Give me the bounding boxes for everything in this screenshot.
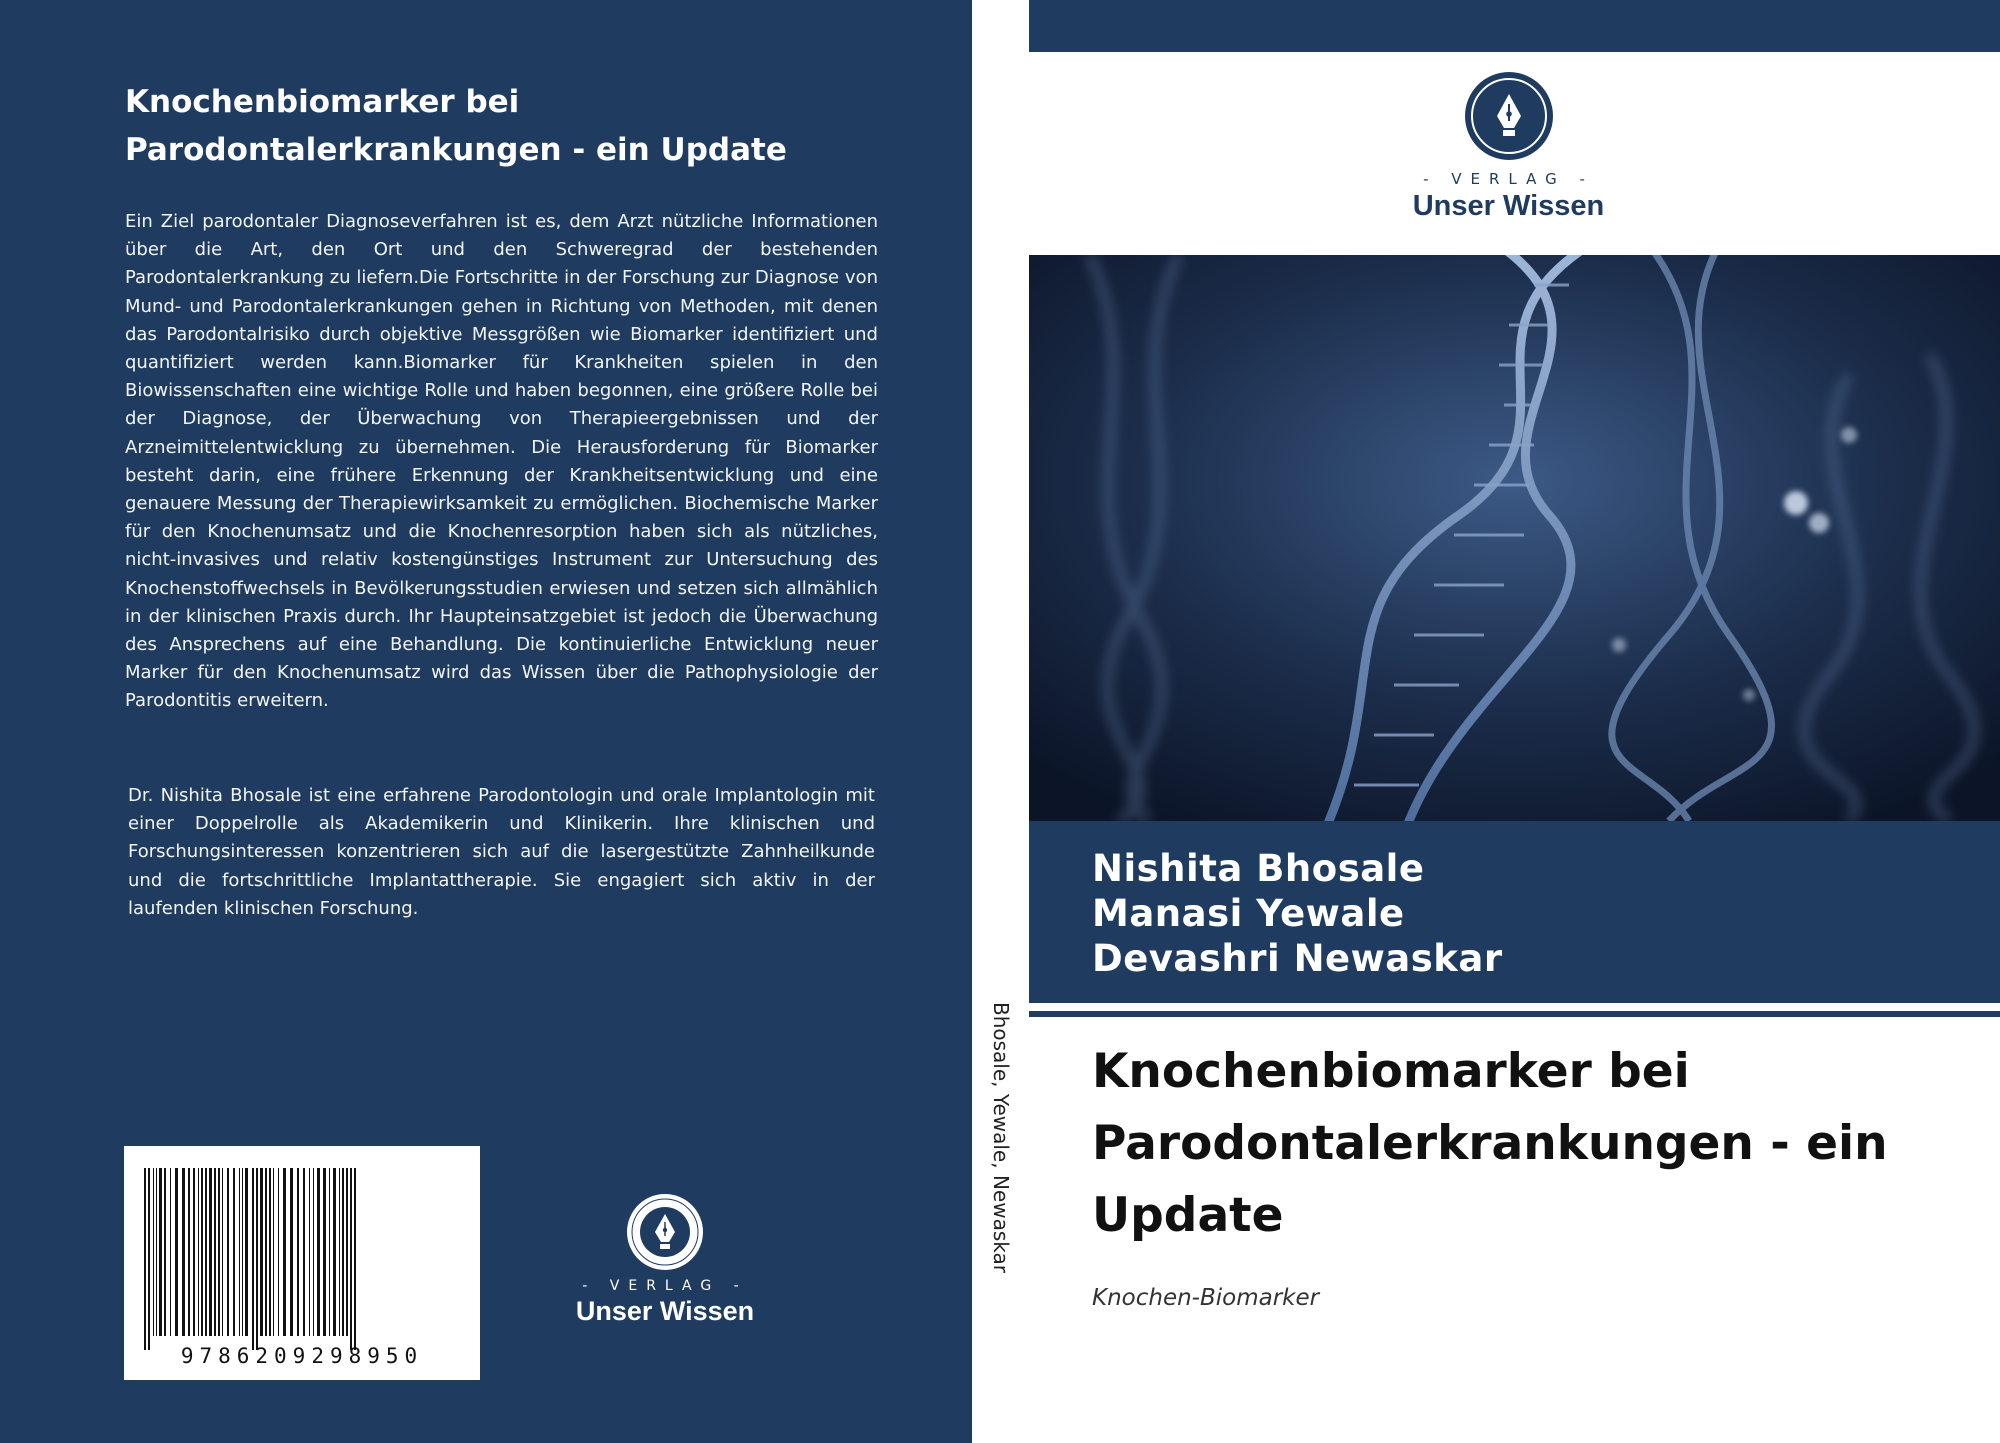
isbn-barcode (124, 1146, 480, 1380)
spine-authors: Bhosale, Yewale, Newaskar (989, 1002, 1013, 1273)
barcode-bar (269, 1168, 271, 1336)
barcode-bar (303, 1168, 305, 1336)
back-title-line-2: Parodontalerkrankungen - ein Update (125, 132, 787, 168)
barcode-bar (182, 1168, 185, 1336)
barcode-bar (317, 1168, 320, 1336)
barcode-bar (201, 1168, 203, 1336)
barcode-bar (309, 1168, 310, 1336)
barcode-bar (222, 1168, 223, 1336)
barcode-bar (245, 1168, 248, 1336)
barcode-bar (323, 1168, 326, 1336)
front-title-line-3: Update (1092, 1188, 1284, 1243)
barcode-bar (265, 1168, 267, 1336)
barcode-bar (193, 1168, 195, 1336)
barcode-bar (218, 1168, 220, 1336)
barcode-bar (242, 1168, 243, 1336)
barcode-bar (205, 1168, 207, 1336)
front-title-line-2: Parodontalerkrankungen - ein (1092, 1116, 1888, 1171)
front-divider (1029, 1011, 2000, 1017)
dna-helix-image (1029, 255, 2000, 821)
front-cover (1029, 0, 2000, 1443)
barcode-bar (256, 1168, 258, 1350)
back-cover (0, 0, 972, 1443)
barcode-bar (297, 1168, 299, 1336)
barcode-bar (198, 1168, 199, 1336)
barcode-bar (227, 1168, 229, 1336)
barcode-bar (273, 1168, 274, 1336)
barcode-bar (188, 1168, 190, 1336)
barcode-bar (209, 1168, 212, 1336)
isbn-number: 9786209298950 (180, 1344, 424, 1368)
barcode-bar (354, 1168, 356, 1350)
barcode-bar (339, 1168, 340, 1336)
pen-nib-emblem-icon (625, 1192, 705, 1272)
front-publisher-logo (1381, 70, 1636, 223)
barcode-bar (164, 1168, 166, 1336)
barcode-bar (148, 1168, 150, 1350)
barcode-bar (278, 1168, 279, 1336)
barcode-bar (350, 1168, 352, 1350)
barcode-bar (346, 1168, 348, 1336)
author-name-2: Manasi Yewale (1092, 892, 1405, 935)
barcode-bar (214, 1168, 216, 1336)
back-title-line-1: Knochenbiomarker bei (125, 84, 520, 120)
authors-band (1029, 821, 2000, 1003)
barcode-bar (159, 1168, 162, 1336)
barcode-bar (156, 1168, 157, 1336)
barcode-bar (233, 1168, 235, 1336)
barcode-bar (144, 1168, 146, 1350)
back-publisher-verlag: - VERLAG - (582, 1278, 748, 1294)
barcode-bar (342, 1168, 344, 1336)
front-publisher-verlag: - VERLAG - (1423, 170, 1594, 188)
back-cover-title (125, 78, 885, 174)
barcode-bar (153, 1168, 154, 1336)
barcode-bar (329, 1168, 330, 1336)
barcode-bar (239, 1168, 240, 1336)
pen-nib-emblem-icon (1463, 70, 1555, 162)
author-name-1: Nishita Bhosale (1092, 847, 1425, 890)
barcode-bar (260, 1168, 263, 1336)
barcode-bar (283, 1168, 286, 1336)
barcode-bar (252, 1168, 254, 1350)
author-biography: Dr. Nishita Bhosale ist eine erfahrene Parodontologin und orale Implantologin mit einer Doppelrolle als Akademikerin und Klinikerin. Ihre klinischen und Forschungsinteressen konzentrieren sich auf die lasergestützte Zahnheilkunde und die fortschrittliche Implantattherapie. Sie engagiert sich aktiv in der laufenden klinischen Forschung. (128, 785, 875, 919)
barcode-bar (290, 1168, 293, 1336)
barcode-bar (175, 1168, 178, 1336)
front-cover-title (1092, 1036, 1972, 1252)
barcode-bar (313, 1168, 314, 1336)
front-publisher-name: Unser Wissen (1412, 190, 1605, 222)
barcode-bar (333, 1168, 336, 1336)
back-publisher-name: Unser Wissen (575, 1296, 755, 1326)
barcode-bar (170, 1168, 171, 1336)
front-top-bar (1029, 0, 2000, 52)
author-name-3: Devashri Newaskar (1092, 937, 1503, 980)
front-title-line-1: Knochenbiomarker bei (1092, 1044, 1690, 1099)
back-cover-description: Ein Ziel parodontaler Diagnoseverfahren ist es, dem Arzt nützliche Informationen über die Art, den Ort und den Schweregrad der bestehenden Parodontalerkrankung zu liefern.Die Fortschritte in der Forschung zur Diagnose von Mund- und Parodontalerkrankungen gehen in Richtung von Methoden, mit denen das Parodontalrisiko durch objektive Messgrößen wie Biomarker identifiziert und quantifiziert werden kann.Biomarker für Krankheiten spielen in den Biowissenschaften eine wichtige Rolle und haben begonnen, eine größere Rolle bei der Diagnose, der Überwachung von Therapieergebnissen und der Arzneimittelentwicklung zu übernehmen. Die Herausforderung für Biomarker besteht darin, eine frühere Erkennung der Krankheitsentwicklung und eine genauere Messung der Therapiewirksamkeit zu ermöglichen. Biochemische Marker für den Knochenumsatz und die Knochenresorption haben sich als nützliches, nicht-invasives und relativ kostengünstiges Instrument zur Untersuchung des Knochenstoffwechsels in Bevölkerungsstudien erwiesen und setzen sich allmählich in der klinischen Praxis durch. Ihr Haupteinsatzgebiet ist jedoch die Überwachung des Ansprechens auf eine Behandlung. Die kontinuierliche Entwicklung neuer Marker für den Knochenumsatz wird das Wissen über die Pathophysiologie der Parodontitis erweitern. (125, 211, 878, 712)
front-cover-subtitle: Knochen-Biomarker (1092, 1285, 1320, 1311)
back-publisher-logo (560, 1192, 770, 1327)
